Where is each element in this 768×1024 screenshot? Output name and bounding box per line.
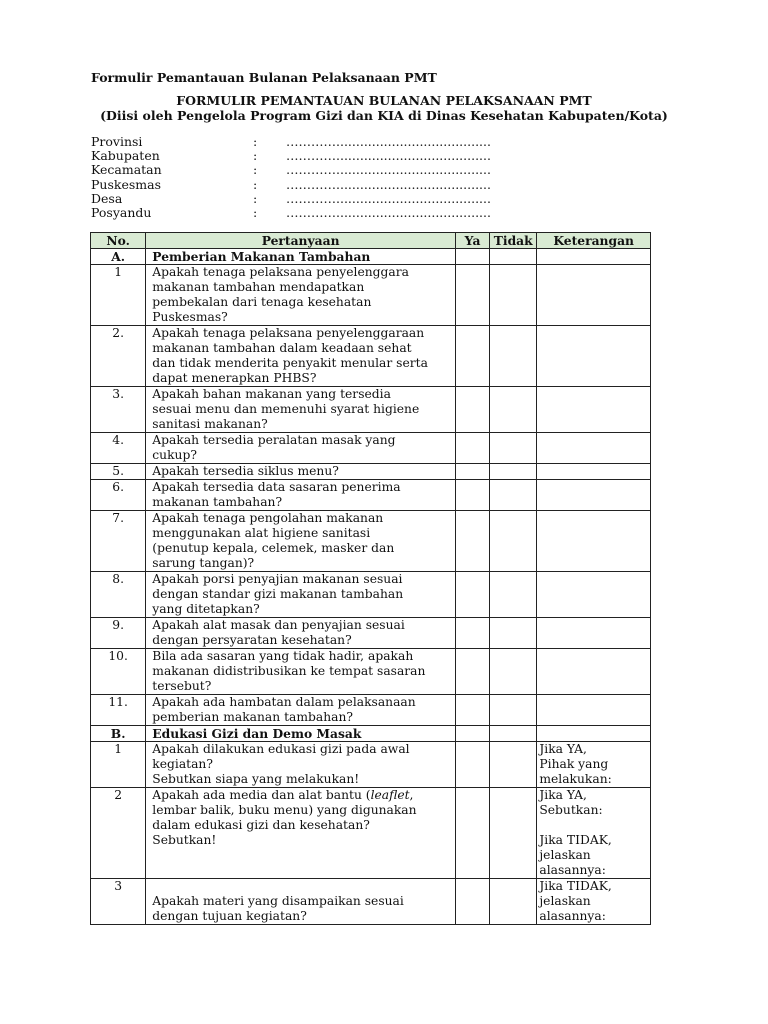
- tidak-checkbox-cell[interactable]: [490, 511, 537, 572]
- table-row: [91, 572, 651, 618]
- header-tidak: Tidak: [490, 233, 537, 249]
- form-title: FORMULIR PEMANTAUAN BULANAN PELAKSANAAN PMT: [176, 93, 592, 108]
- keterangan-cell: [537, 726, 651, 742]
- ya-checkbox-cell[interactable]: [455, 742, 489, 788]
- row-number: 5.: [91, 464, 146, 480]
- question-text: Apakah tersedia peralatan masak yang cukup?: [146, 433, 456, 464]
- section-title: Pemberian Makanan Tambahan: [146, 249, 456, 265]
- question-text: Apakah tenaga pelaksana penyelenggaraan makanan tambahan dalam keadaan sehat dan tidak menderita penyakit menular serta dapat menerapkan PHBS?: [146, 326, 456, 387]
- table-row: [91, 788, 651, 879]
- header-keterangan: Keterangan: [537, 233, 651, 249]
- keterangan-cell[interactable]: [537, 433, 651, 464]
- identity-label: Provinsi: [91, 134, 143, 149]
- header-ya: Ya: [455, 233, 489, 249]
- table-row: [91, 695, 651, 726]
- identity-field[interactable]: ………….......................................: [286, 190, 491, 206]
- ya-checkbox-cell[interactable]: [455, 788, 489, 879]
- identity-label: Posyandu: [91, 204, 152, 220]
- tidak-checkbox-cell[interactable]: [490, 387, 537, 433]
- keterangan-cell[interactable]: [537, 265, 651, 326]
- tidak-checkbox-cell[interactable]: [490, 695, 537, 726]
- identity-row: [91, 163, 491, 177]
- keterangan-cell[interactable]: [537, 649, 651, 695]
- question-text: Apakah tenaga pengolahan makanan menggunakan alat higiene sanitasi (penutup kepala, celemek, masker dan sarung tangan)?: [146, 511, 456, 572]
- keterangan-cell[interactable]: [537, 511, 651, 572]
- identity-row: [91, 149, 491, 163]
- ya-checkbox-cell[interactable]: [455, 618, 489, 649]
- ya-cell: [455, 726, 489, 742]
- question-text: Apakah dilakukan edukasi gizi pada awal kegiatan? Sebutkan siapa yang melakukan!: [146, 742, 456, 788]
- keterangan-cell[interactable]: [537, 618, 651, 649]
- identity-field[interactable]: ………….......................................: [286, 176, 491, 192]
- keterangan-cell: [537, 249, 651, 265]
- tidak-checkbox-cell[interactable]: [490, 649, 537, 695]
- ya-checkbox-cell[interactable]: [455, 265, 489, 326]
- row-number: 4.: [91, 433, 146, 464]
- tidak-checkbox-cell[interactable]: [490, 326, 537, 387]
- identity-colon: :: [253, 176, 258, 192]
- ya-checkbox-cell[interactable]: [455, 326, 489, 387]
- ya-checkbox-cell[interactable]: [455, 572, 489, 618]
- section-title: Edukasi Gizi dan Demo Masak: [146, 726, 456, 742]
- row-number: 2.: [91, 326, 146, 387]
- keterangan-cell[interactable]: [537, 326, 651, 387]
- question-text: Apakah porsi penyajian makanan sesuai dengan standar gizi makanan tambahan yang ditetapkan?: [146, 572, 456, 618]
- question-text: Apakah tersedia siklus menu?: [146, 464, 456, 480]
- identity-field[interactable]: ………….......................................: [286, 204, 491, 220]
- identity-colon: :: [253, 190, 258, 206]
- tidak-checkbox-cell[interactable]: [490, 742, 537, 788]
- ya-checkbox-cell[interactable]: [455, 511, 489, 572]
- tidak-checkbox-cell[interactable]: [490, 572, 537, 618]
- keterangan-cell[interactable]: [537, 387, 651, 433]
- row-number: 10.: [91, 649, 146, 695]
- keterangan-cell[interactable]: Jika YA, Pihak yang melakukan:: [537, 742, 651, 788]
- document-header: Formulir Pemantauan Bulanan Pelaksanaan PMT: [91, 70, 437, 85]
- question-text: Apakah tersedia data sasaran penerima makanan tambahan?: [146, 480, 456, 511]
- ya-checkbox-cell[interactable]: [455, 387, 489, 433]
- identity-row: [91, 206, 491, 220]
- section-number: A.: [91, 249, 146, 265]
- ya-checkbox-cell[interactable]: [455, 695, 489, 726]
- table-row: [91, 511, 651, 572]
- ya-checkbox-cell[interactable]: [455, 433, 489, 464]
- form-title-block: [0, 93, 768, 123]
- tidak-cell: [490, 726, 537, 742]
- section-a-row: [91, 249, 651, 265]
- row-number: 11.: [91, 695, 146, 726]
- question-text: Apakah ada media dan alat bantu (leaflet, lembar balik, buku menu) yang digunakan dalam edukasi gizi dan kesehatan? Sebutkan!: [146, 788, 456, 879]
- keterangan-cell[interactable]: [537, 695, 651, 726]
- tidak-cell: [490, 249, 537, 265]
- keterangan-cell[interactable]: Jika YA, Sebutkan: Jika TIDAK, jelaskan alasannya:: [537, 788, 651, 879]
- identity-field[interactable]: ………….......................................: [286, 148, 491, 164]
- ya-checkbox-cell[interactable]: [455, 879, 489, 925]
- table-row: [91, 742, 651, 788]
- tidak-checkbox-cell[interactable]: [490, 464, 537, 480]
- question-text: Bila ada sasaran yang tidak hadir, apakah makanan didistribusikan ke tempat sasaran tersebut?: [146, 649, 456, 695]
- identity-colon: :: [253, 162, 258, 178]
- section-number: B.: [91, 726, 146, 742]
- identity-label: Desa: [91, 190, 123, 206]
- question-text: Apakah ada hambatan dalam pelaksanaan pemberian makanan tambahan?: [146, 695, 456, 726]
- tidak-checkbox-cell[interactable]: [490, 788, 537, 879]
- monitoring-table: [90, 232, 651, 925]
- identity-colon: :: [253, 204, 258, 220]
- keterangan-cell[interactable]: [537, 464, 651, 480]
- identity-row: [91, 192, 491, 206]
- tidak-checkbox-cell[interactable]: [490, 265, 537, 326]
- keterangan-cell[interactable]: [537, 480, 651, 511]
- identity-row: [91, 178, 491, 192]
- identity-label: Puskesmas: [91, 176, 161, 192]
- table-row: [91, 879, 651, 925]
- identity-field[interactable]: ………….......................................: [286, 134, 491, 149]
- identity-field[interactable]: ………….......................................: [286, 162, 491, 178]
- ya-cell: [455, 249, 489, 265]
- tidak-checkbox-cell[interactable]: [490, 879, 537, 925]
- row-number: 8.: [91, 572, 146, 618]
- table-row: [91, 464, 651, 480]
- tidak-checkbox-cell[interactable]: [490, 480, 537, 511]
- row-number: 1: [91, 742, 146, 788]
- table-row: [91, 265, 651, 326]
- identity-colon: :: [253, 134, 258, 149]
- tidak-checkbox-cell[interactable]: [490, 433, 537, 464]
- identity-label: Kabupaten: [91, 148, 160, 164]
- ya-checkbox-cell[interactable]: [455, 464, 489, 480]
- question-text: Apakah tenaga pelaksana penyelenggara makanan tambahan mendapatkan pembekalan dari tenaga kesehatan Puskesmas?: [146, 265, 456, 326]
- header-no: No.: [91, 233, 146, 249]
- table-header-row: [91, 233, 651, 249]
- section-b-row: [91, 726, 651, 742]
- row-number: 2: [91, 788, 146, 879]
- row-number: 9.: [91, 618, 146, 649]
- row-number: 3: [91, 879, 146, 925]
- form-subtitle: (Diisi oleh Pengelola Program Gizi dan KIA di Dinas Kesehatan Kabupaten/Kota): [100, 108, 668, 123]
- question-text: Apakah alat masak dan penyajian sesuai dengan persyaratan kesehatan?: [146, 618, 456, 649]
- table-row: [91, 326, 651, 387]
- keterangan-cell[interactable]: [537, 572, 651, 618]
- identity-block: [91, 135, 491, 220]
- identity-colon: :: [253, 148, 258, 164]
- row-number: 1: [91, 265, 146, 326]
- ya-checkbox-cell[interactable]: [455, 480, 489, 511]
- question-text: Apakah materi yang disampaikan sesuai dengan tujuan kegiatan?: [146, 879, 456, 925]
- row-number: 7.: [91, 511, 146, 572]
- keterangan-cell[interactable]: Jika TIDAK, jelaskan alasannya:: [537, 879, 651, 925]
- table-row: [91, 618, 651, 649]
- table-row: [91, 387, 651, 433]
- tidak-checkbox-cell[interactable]: [490, 618, 537, 649]
- identity-row: [91, 135, 491, 149]
- table-row: [91, 433, 651, 464]
- ya-checkbox-cell[interactable]: [455, 649, 489, 695]
- identity-label: Kecamatan: [91, 162, 162, 178]
- row-number: 3.: [91, 387, 146, 433]
- table-row: [91, 649, 651, 695]
- header-question: Pertanyaan: [146, 233, 456, 249]
- row-number: 6.: [91, 480, 146, 511]
- table-row: [91, 480, 651, 511]
- question-text: Apakah bahan makanan yang tersedia sesuai menu dan memenuhi syarat higiene sanitasi makanan?: [146, 387, 456, 433]
